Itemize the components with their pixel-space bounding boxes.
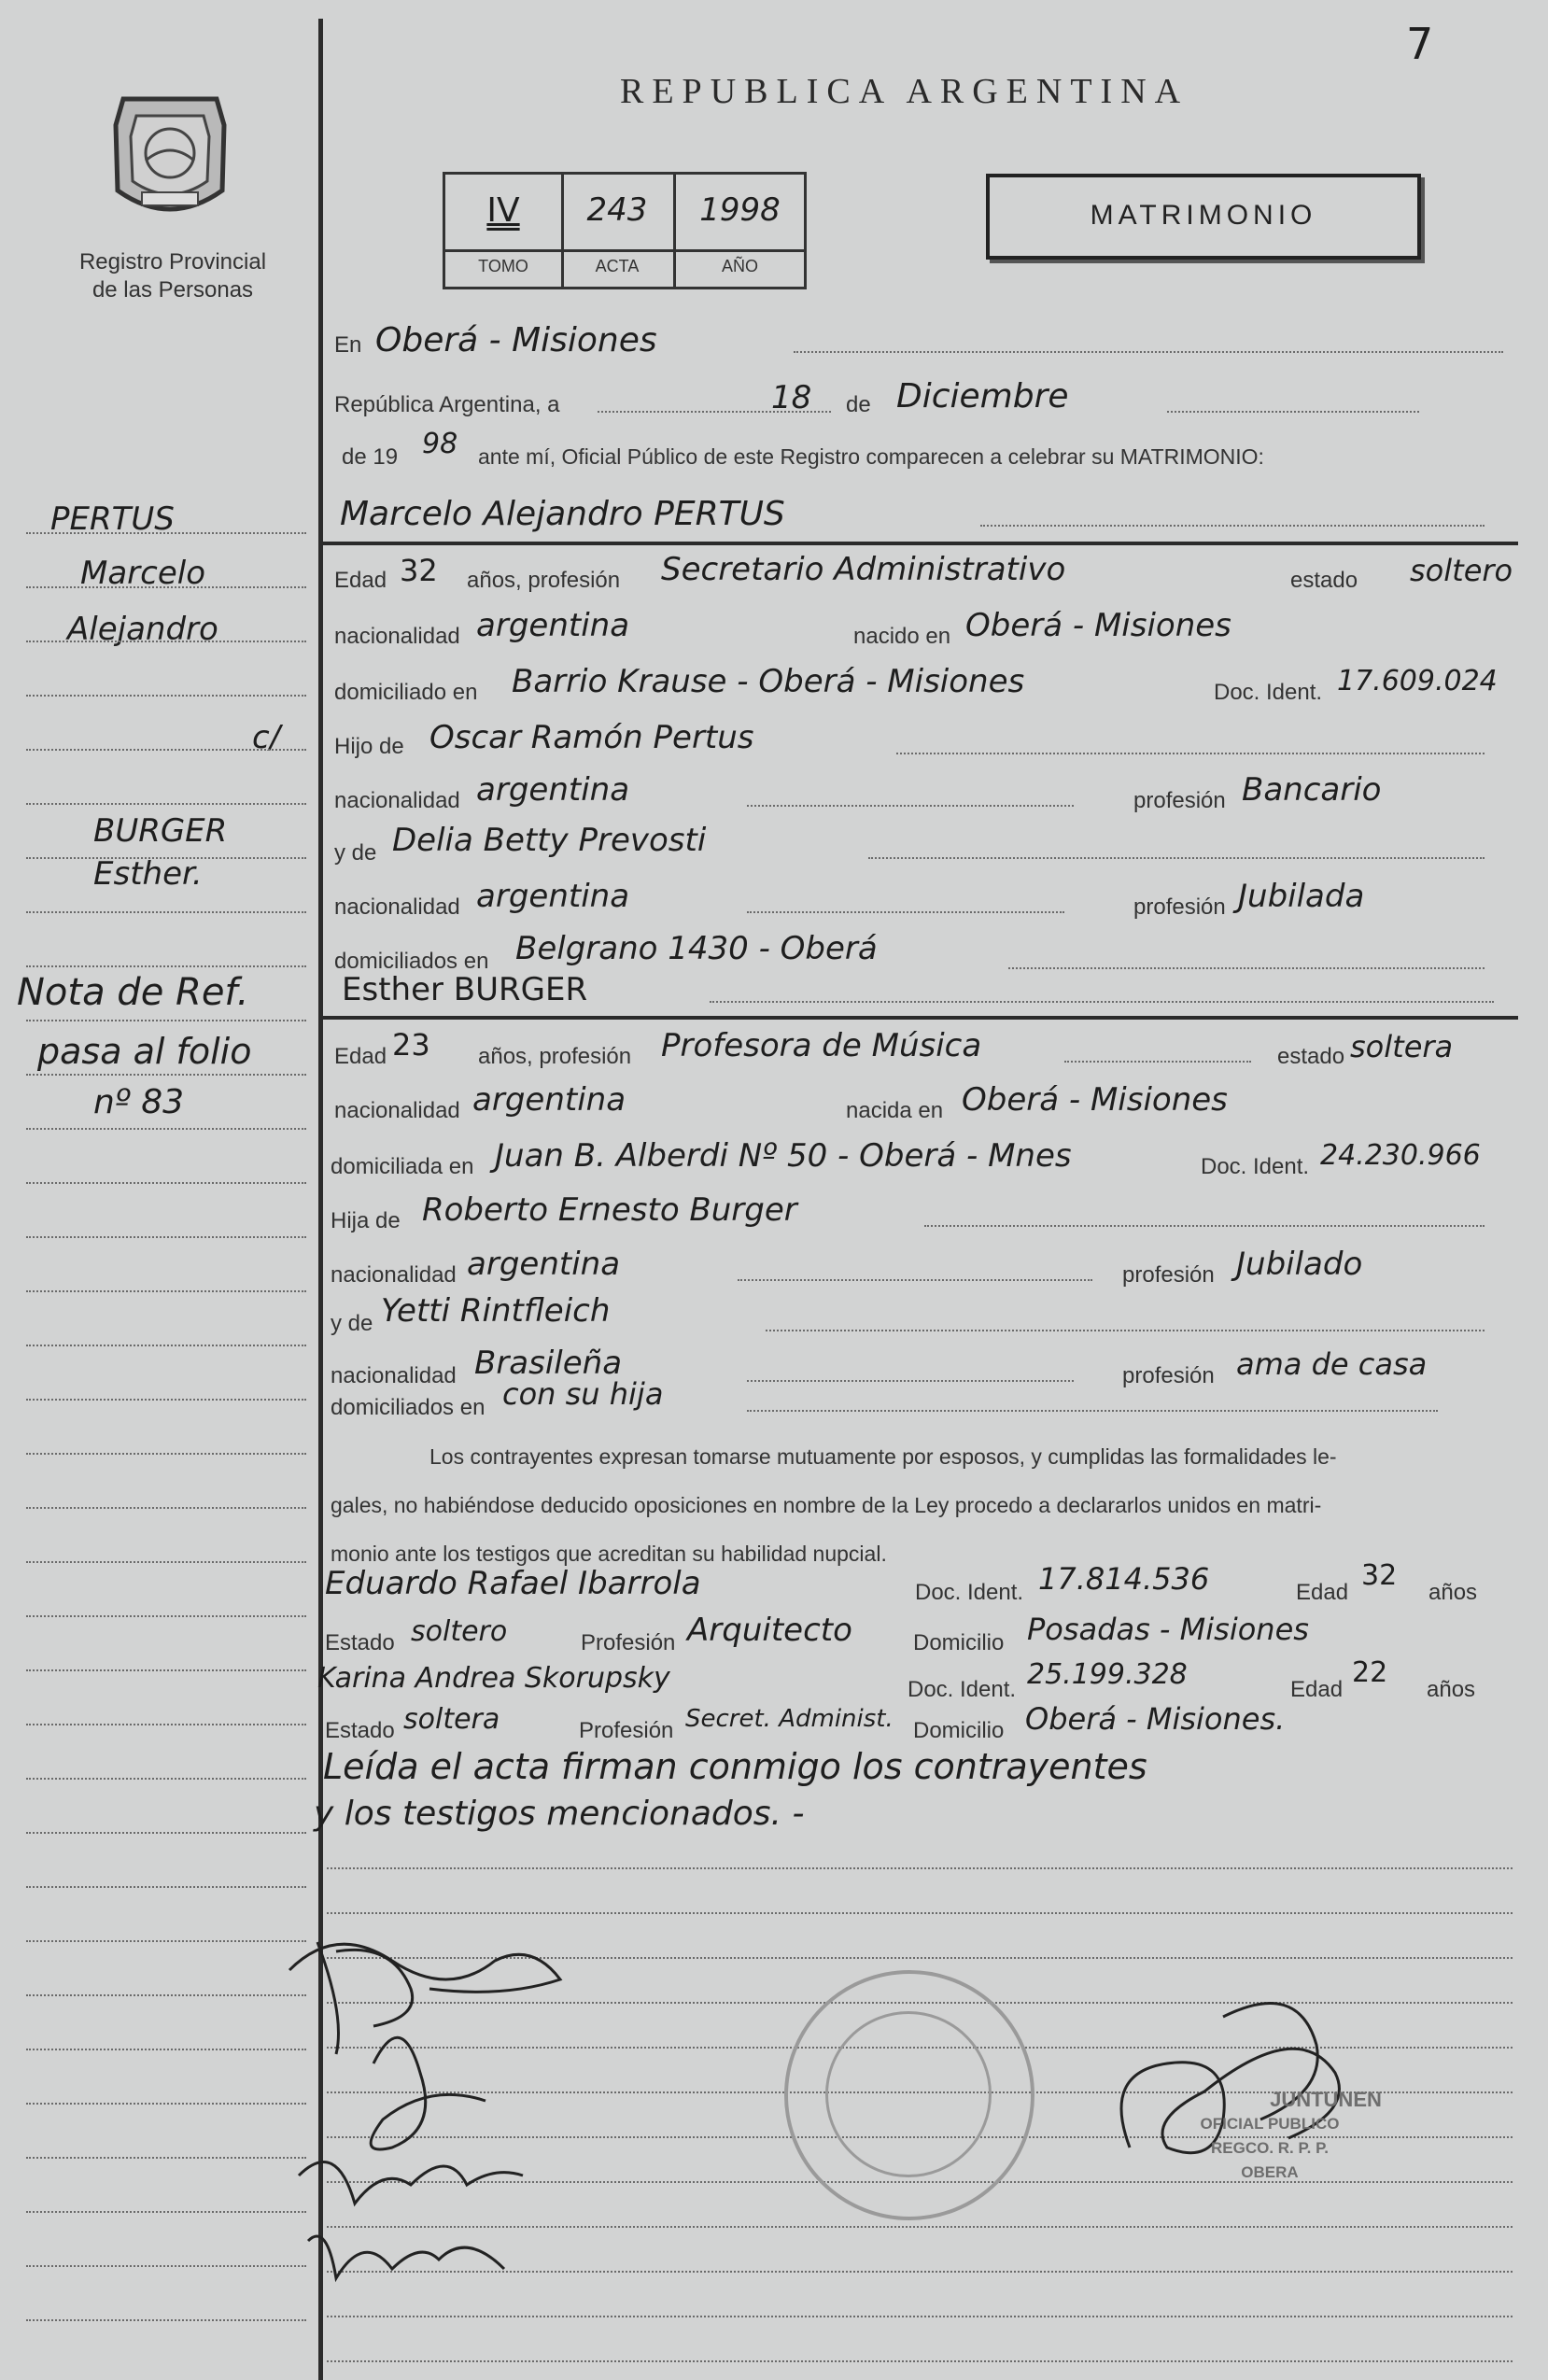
bride-estado: soltera: [1350, 1029, 1454, 1064]
margin-given-2: Esther.: [93, 855, 203, 893]
witness1-edad-label: Edad: [1296, 1580, 1349, 1605]
bride-mother-profession: ama de casa: [1236, 1346, 1428, 1382]
witness1-age: 32: [1361, 1559, 1398, 1592]
place: Oberá - Misiones: [375, 321, 657, 359]
groom-nac-label: nacionalidad: [334, 624, 460, 649]
day: 18: [771, 379, 812, 416]
ruled-line: [26, 965, 306, 967]
bride-nac-label: nacionalidad: [334, 1098, 460, 1123]
witness1-prof-label: Profesión: [581, 1630, 676, 1655]
groom-address: Barrio Krause - Oberá - Misiones: [512, 663, 1025, 700]
witness1-doc-label: Doc. Ident.: [915, 1580, 1024, 1605]
ruled-line: [26, 1290, 306, 1292]
bride-father-profession: Jubilado: [1236, 1246, 1363, 1283]
bride-profession: Profesora de Música: [661, 1027, 982, 1064]
ruled-line: [26, 1236, 306, 1238]
witness2-name: Karina Andrea Skorupsky: [317, 1662, 670, 1695]
stamp-line-2: OFICIAL PUBLICO: [1200, 2115, 1340, 2133]
witness1-dom-label: Domicilio: [913, 1630, 1005, 1655]
ruled-line: [26, 641, 306, 642]
closing-line-2: y los testigos mencionados. -: [314, 1795, 805, 1833]
registry-title: Registro Provincial de las Personas: [78, 249, 267, 303]
groom-anos-label: años, profesión: [467, 568, 621, 593]
acta-value: 243: [586, 191, 648, 229]
groom-mother-nac-label: nacionalidad: [334, 894, 460, 920]
bride-dom-label: domiciliada en: [331, 1154, 474, 1179]
ruled-line: [26, 1669, 306, 1671]
separator-groom: [323, 542, 1518, 545]
ruled-line: [26, 1778, 306, 1780]
margin-given-1a: Marcelo: [80, 555, 206, 592]
official-name-stamp: [1074, 2088, 1466, 2185]
ruled-line: [26, 1724, 306, 1725]
margin-given-1b: Alejandro: [67, 611, 218, 648]
signatures: [280, 1905, 654, 2297]
bride-estado-label: estado: [1277, 1044, 1345, 1069]
ruled-line: [26, 2049, 306, 2050]
ruled-line: [26, 1128, 306, 1130]
witness2-anos-label: años: [1427, 1677, 1476, 1702]
margin-note-3: nº 83: [93, 1083, 185, 1121]
bride-parents-address: con su hija: [502, 1376, 664, 1412]
ruled-line: [26, 911, 306, 913]
groom-full-name: Marcelo Alejandro PERTUS: [340, 495, 785, 533]
groom-estado-label: estado: [1290, 568, 1358, 593]
witness2-estado: soltera: [403, 1703, 500, 1736]
bride-nacida-label: nacida en: [846, 1098, 944, 1123]
groom-estado: soltero: [1410, 553, 1513, 588]
stamp-line-1: JUNTUNEN: [1270, 2088, 1382, 2111]
bride-mother-prof-label: profesión: [1122, 1363, 1215, 1388]
declaration-line-2: gales, no habiéndose deducido oposiciones en nombre de la Ley procedo a declararlos unidos en matri-: [331, 1493, 1322, 1517]
ruled-line: [26, 1507, 306, 1509]
groom-edad-label: Edad: [334, 568, 387, 593]
groom-father-nationality: argentina: [476, 771, 630, 809]
ruled-line: [26, 1561, 306, 1563]
closing-line-1: Leída el acta firman conmigo los contrayentes: [323, 1746, 1147, 1787]
record-box: [443, 172, 807, 289]
groom-parents-dom-label: domiciliados en: [334, 949, 489, 974]
declaration-line-3: monio ante los testigos que acreditan su habilidad nupcial.: [331, 1542, 887, 1566]
provincial-seal-icon: [105, 88, 235, 224]
bride-nationality: argentina: [472, 1081, 626, 1119]
witness2-profession: Secret. Administ.: [685, 1705, 894, 1733]
bride-full-name: Esther BURGER: [342, 971, 588, 1008]
ruled-line: [26, 2157, 306, 2159]
groom-doc-label: Doc. Ident.: [1214, 680, 1323, 705]
bride-doc-label: Doc. Ident.: [1201, 1154, 1310, 1179]
groom-nacido-label: nacido en: [853, 624, 951, 649]
witness1-domicilio: Posadas - Misiones: [1027, 1612, 1309, 1647]
ruled-line: [26, 803, 306, 805]
groom-yde-label: y de: [334, 840, 377, 866]
tomo-value: IV: [486, 191, 520, 230]
ruled-line: [26, 1940, 306, 1942]
en-label: En: [334, 332, 362, 358]
margin-note-2: pasa al folio: [37, 1031, 252, 1072]
bride-age: 23: [392, 1027, 430, 1063]
tomo-label: TOMO: [478, 257, 528, 275]
year-prefix: de 19: [342, 444, 399, 470]
intro-statement: ante mí, Oficial Público de este Registro comparecen a celebrar su MATRIMONIO:: [478, 444, 1264, 469]
witness1-estado-label: Estado: [325, 1630, 395, 1655]
stamp-line-3: REGCO. R. P. P.: [1211, 2139, 1329, 2157]
witness1-estado: soltero: [411, 1615, 508, 1648]
bride-anos-label: años, profesión: [478, 1044, 632, 1069]
groom-mother-profession: Jubilada: [1238, 878, 1365, 915]
ruled-line: [26, 1453, 306, 1455]
ruled-line: [26, 1074, 306, 1076]
ruled-line: [26, 1020, 306, 1021]
bride-parents-dom-label: domiciliados en: [331, 1395, 486, 1420]
bride-yde-label: y de: [331, 1311, 373, 1336]
ruled-line: [26, 2319, 306, 2321]
witness1-name: Eduardo Rafael Ibarrola: [325, 1565, 701, 1602]
witness2-dom-label: Domicilio: [913, 1718, 1005, 1743]
witness2-edad-label: Edad: [1290, 1677, 1344, 1702]
seal-stamp-icon: [784, 1970, 1034, 2220]
ruled-line: [26, 2211, 306, 2213]
witness2-domicilio: Oberá - Misiones.: [1025, 1701, 1286, 1737]
witness2-doc: 25.199.328: [1027, 1658, 1188, 1691]
witness2-prof-label: Profesión: [579, 1718, 674, 1743]
ruled-line: [26, 749, 306, 751]
bride-address: Juan B. Alberdi Nº 50 - Oberá - Mnes: [495, 1137, 1072, 1175]
groom-father-prof-label: profesión: [1133, 788, 1226, 813]
groom-mother-prof-label: profesión: [1133, 894, 1226, 920]
groom-nationality: argentina: [476, 607, 630, 644]
groom-birthplace: Oberá - Misiones: [965, 607, 1231, 644]
groom-father-nac-label: nacionalidad: [334, 788, 460, 813]
groom-age: 32: [400, 553, 438, 588]
ruled-line: [26, 1886, 306, 1888]
groom-dom-label: domiciliado en: [334, 680, 478, 705]
groom-mother: Delia Betty Prevosti: [392, 822, 707, 859]
witness2-age: 22: [1352, 1656, 1388, 1689]
margin-conj: c/: [252, 719, 281, 756]
ruled-line: [26, 1399, 306, 1401]
separator-bride: [323, 1016, 1518, 1020]
bride-mother-nac-label: nacionalidad: [331, 1363, 457, 1388]
ruled-line: [26, 1832, 306, 1834]
ruled-line: [327, 1867, 1513, 1869]
groom-doc: 17.609.024: [1337, 665, 1498, 697]
bride-doc: 24.230.966: [1320, 1139, 1481, 1172]
ruled-line: [26, 1182, 306, 1184]
ruled-line: [327, 2360, 1513, 2362]
ruled-line: [26, 2103, 306, 2105]
ruled-line: [26, 1345, 306, 1346]
ruled-line: [327, 2316, 1513, 2317]
de-label: de: [846, 392, 871, 417]
groom-profession: Secretario Administrativo: [661, 551, 1066, 588]
bride-mother-nationality: Brasileña: [474, 1345, 623, 1382]
ruled-line: [26, 586, 306, 588]
bride-father-nac-label: nacionalidad: [331, 1262, 457, 1288]
witness2-doc-label: Doc. Ident.: [908, 1677, 1017, 1702]
witness1-anos-label: años: [1428, 1580, 1478, 1605]
stamp-line-4: OBERA: [1241, 2163, 1299, 2181]
groom-parents-address: Belgrano 1430 - Oberá: [515, 930, 878, 967]
margin-surname-1: PERTUS: [50, 500, 175, 538]
month: Diciembre: [896, 377, 1069, 415]
country-title: REPUBLICA ARGENTINA: [620, 72, 1189, 111]
ano-value: 1998: [699, 191, 781, 229]
ruled-line: [26, 695, 306, 697]
declaration: [331, 1432, 1498, 1578]
bride-edad-label: Edad: [334, 1044, 387, 1069]
bride-father-prof-label: profesión: [1122, 1262, 1215, 1288]
witness1-profession: Arquitecto: [687, 1612, 852, 1649]
bride-father: Roberto Ernesto Burger: [422, 1191, 797, 1229]
ruled-line: [26, 2265, 306, 2267]
acta-label: ACTA: [595, 257, 640, 275]
ruled-line: [26, 857, 306, 859]
ruled-line: [26, 1615, 306, 1617]
ruled-line: [26, 1994, 306, 1996]
groom-father: Oscar Ramón Pertus: [429, 719, 754, 756]
groom-father-profession: Bancario: [1242, 771, 1382, 809]
groom-hijo-label: Hijo de: [334, 734, 404, 759]
bride-father-nationality: argentina: [467, 1246, 621, 1283]
bride-mother: Yetti Rintfleich: [381, 1292, 611, 1330]
bride-hija-label: Hija de: [331, 1208, 401, 1233]
ano-label: AÑO: [721, 257, 758, 275]
groom-mother-nationality: argentina: [476, 878, 630, 915]
declaration-line-1: Los contrayentes expresan tomarse mutuamente por esposos, y cumplidas las formalidades le-: [429, 1444, 1337, 1469]
ruled-line: [26, 532, 306, 534]
margin-surname-2: BURGER: [93, 812, 228, 850]
act-type: MATRIMONIO: [1090, 200, 1317, 231]
page-number: 7: [1406, 19, 1434, 69]
republica-label: República Argentina, a: [334, 392, 560, 417]
year-suffix: 98: [422, 428, 458, 460]
witness2-estado-label: Estado: [325, 1718, 395, 1743]
bride-birthplace: Oberá - Misiones: [962, 1081, 1228, 1119]
margin-note-1: Nota de Ref.: [17, 971, 249, 1014]
act-type-box: [986, 174, 1421, 260]
witness1-doc: 17.814.536: [1038, 1561, 1210, 1597]
